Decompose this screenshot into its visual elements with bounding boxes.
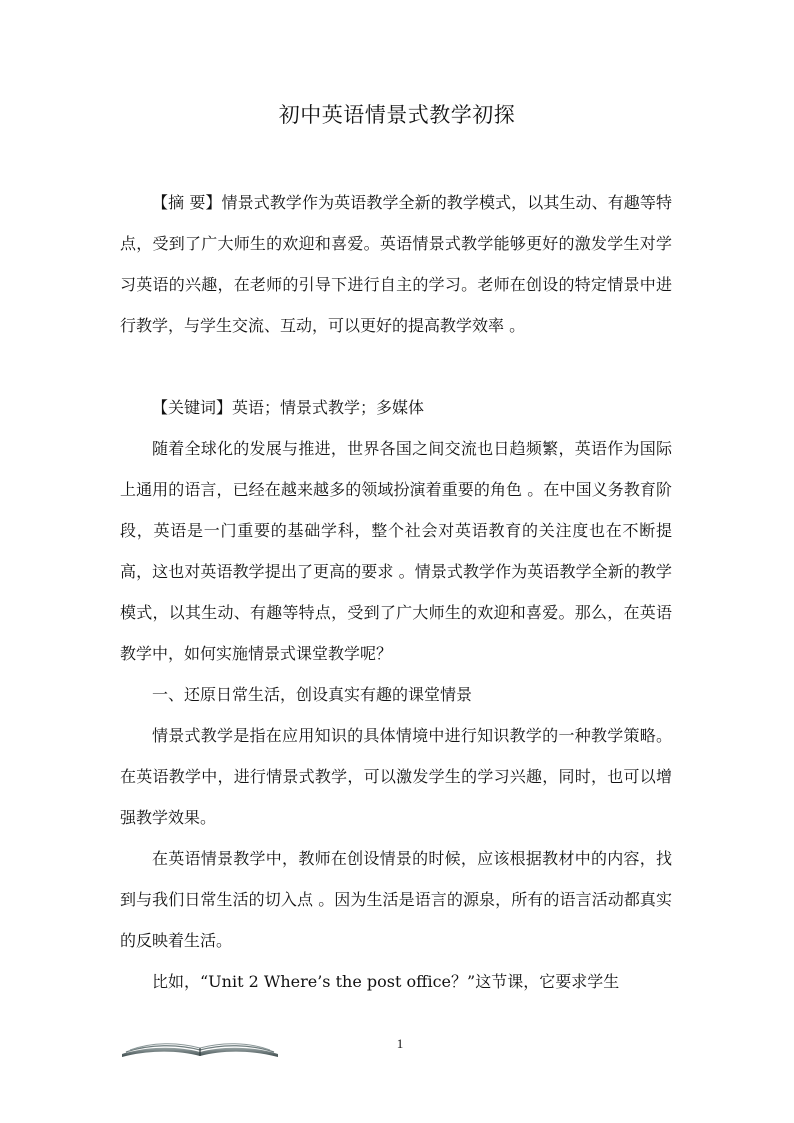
keywords-line: 【关键词】英语；情景式教学；多媒体 xyxy=(152,398,425,417)
section-heading-1: 一、还原日常生活，创设真实有趣的课堂情景 xyxy=(152,685,473,704)
document-title: 初中英语情景式教学初探 xyxy=(278,103,516,127)
body-paragraph-2: 情景式教学是指在应用知识的具体情境中进行知识教学的一种教学策略。在英语教学中，进行情景式教学，可以激发学生的学习兴趣，同时，也可以增强教学效果。 xyxy=(120,726,672,827)
page-number: 1 xyxy=(396,1036,404,1051)
open-book-icon xyxy=(118,1028,282,1060)
abstract-paragraph: 【摘 要】情景式教学作为英语教学全新的教学模式，以其生动、有趣等特点，受到了广大师生的欢迎和喜爱。英语情景式教学能够更好的激发学生对学习英语的兴趣，在老师的引导下进行自主的学习。老师在创设的特定情景中进行教学，与学生交流、互动，可以更好的提高教学效率 。 xyxy=(120,193,672,335)
body-paragraph-4: 比如，“Unit 2 Where’s the post office？”这节课，它要求学生 xyxy=(152,972,620,991)
body-paragraph-3: 在英语情景教学中，教师在创设情景的时候，应该根据教材中的内容，找到与我们日常生活的切入点 。因为生活是语言的源泉，所有的语言活动都真实的反映着生活。 xyxy=(120,849,672,950)
body-paragraph-1: 随着全球化的发展与推进，世界各国之间交流也日趋频繁，英语作为国际上通用的语言，已经在越来越多的领域扮演着重要的角色 。在中国义务教育阶段，英语是一门重要的基础学科，整个社会对英语教育的关注度也在不断提高，这也对英语教学提出了更高的要求 。情景式教学作为英语教学全新的教学模式，以其生动、有趣等特点，受到了广大师生的欢迎和喜爱。那么，在英语教学中，如何实施情景式课堂教学呢？ xyxy=(120,439,672,663)
